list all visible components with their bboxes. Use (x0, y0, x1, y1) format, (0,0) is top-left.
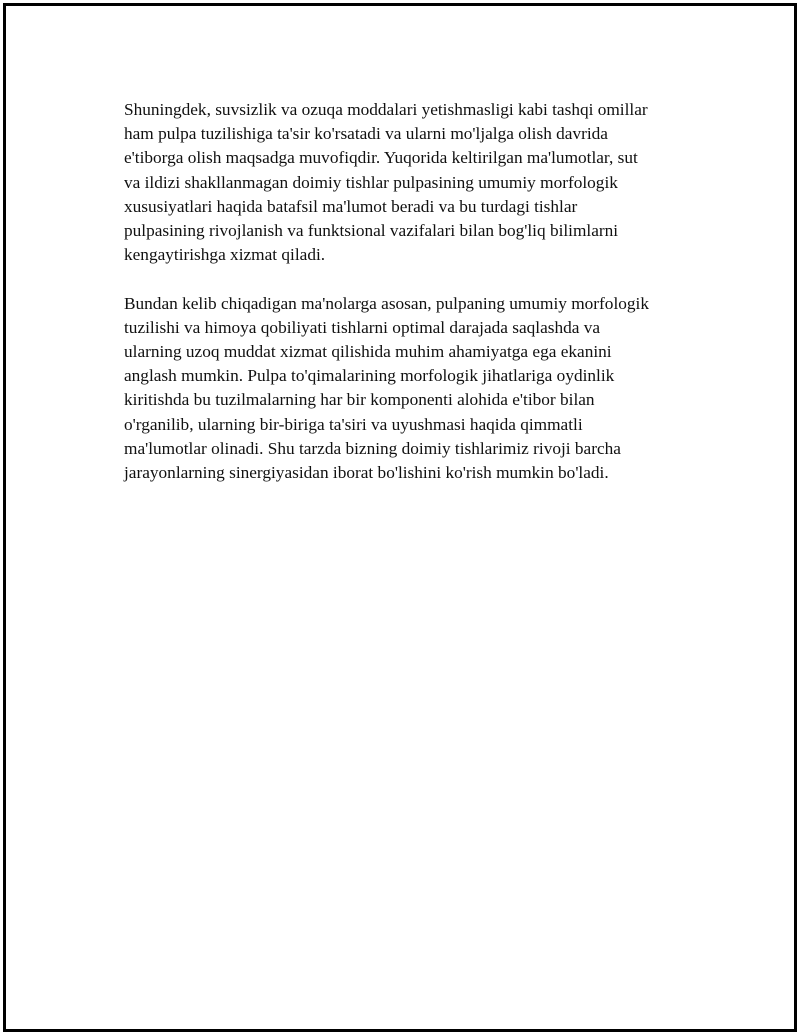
paragraph-line: ularning uzoq muddat xizmat qilishida muhim ahamiyatga ega ekanini (124, 342, 612, 362)
paragraph-line: e'tiborga olish maqsadga muvofiqdir. Yuqorida keltirilgan ma'lumotlar, sut (124, 148, 638, 168)
document-body (124, 98, 694, 509)
paragraph-2 (124, 292, 694, 486)
paragraph-line: xususiyatlari haqida batafsil ma'lumot beradi va bu turdagi tishlar (124, 196, 578, 216)
paragraph-line: ma'lumotlar olinadi. Shu tarzda bizning doimiy tishlarimiz rivoji barcha (124, 438, 621, 458)
paragraph-line: anglash mumkin. Pulpa to'qimalarining morfologik jihatlariga oydinlik (124, 366, 615, 386)
paragraph-line: tuzilishi va himoya qobiliyati tishlarni optimal darajada saqlashda va (124, 317, 601, 337)
paragraph-line: kiritishda bu tuzilmalarning har bir komponenti alohida e'tibor bilan (124, 390, 595, 410)
paragraph-line: va ildizi shakllanmagan doimiy tishlar pulpasining umumiy morfologik (124, 172, 618, 192)
paragraph-line: kengaytirishga xizmat qiladi. (124, 245, 326, 265)
page-frame (3, 3, 797, 1032)
paragraph-line: Bundan kelib chiqadigan ma'nolarga asosan, pulpaning umumiy morfologik (124, 293, 649, 313)
paragraph-line: Shuningdek, suvsizlik va ozuqa moddalari yetishmasligi kabi tashqi omillar (124, 100, 648, 119)
paragraph-1 (124, 98, 694, 267)
paragraph-line: pulpasining rivojlanish va funktsional vazifalari bilan bog'liq bilimlarni (124, 221, 619, 241)
paragraph-line: jarayonlarning sinergiyasidan iborat bo'lishini ko'rish mumkin bo'ladi. (124, 463, 609, 483)
paragraph-line: o'rganilib, ularning bir-biriga ta'siri va uyushmasi haqida qimmatli (124, 414, 583, 434)
paragraph-line: ham pulpa tuzilishiga ta'sir ko'rsatadi va ularni mo'ljalga olish davrida (124, 124, 608, 144)
